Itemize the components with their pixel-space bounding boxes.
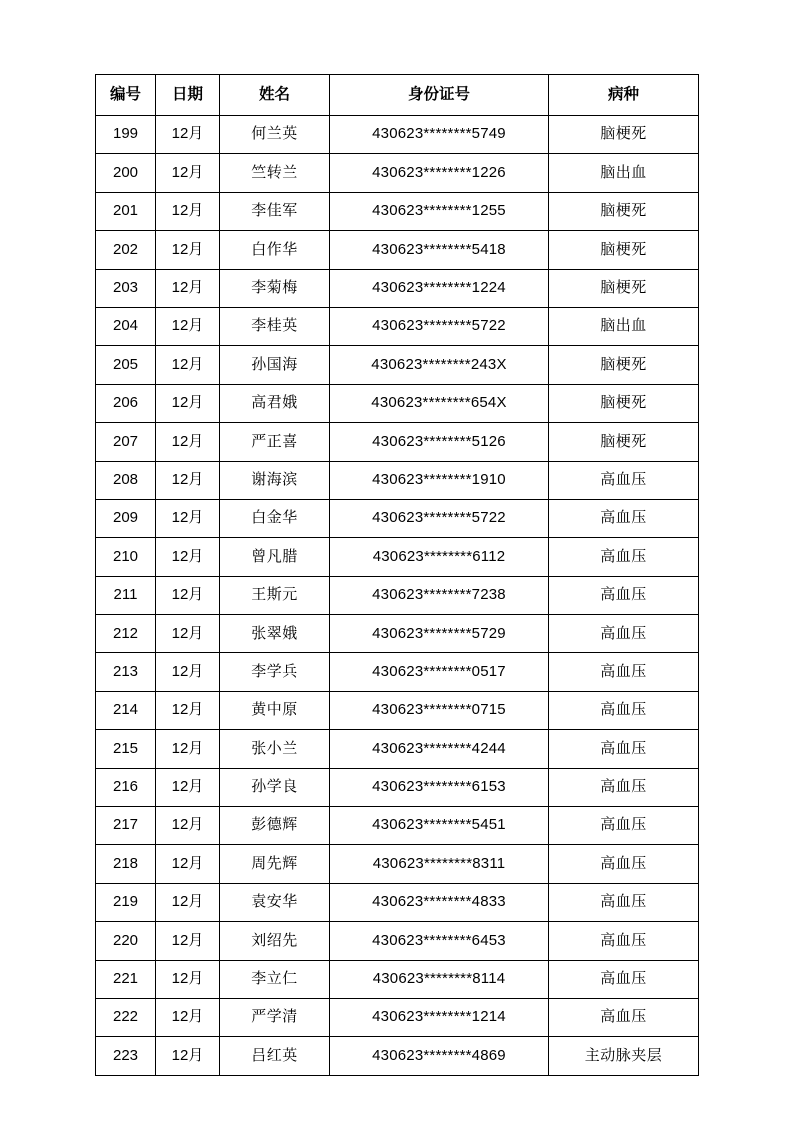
cell-disease: 脑梗死 <box>549 346 699 384</box>
cell-disease: 高血压 <box>549 691 699 729</box>
cell-date: 12月 <box>156 154 220 192</box>
table-row <box>96 231 699 269</box>
table-row <box>96 116 699 154</box>
cell-disease: 高血压 <box>549 998 699 1036</box>
cell-name: 白作华 <box>220 231 330 269</box>
cell-date: 12月 <box>156 192 220 230</box>
table-row <box>96 960 699 998</box>
cell-idno: 430623********654X <box>330 384 549 422</box>
cell-date: 12月 <box>156 691 220 729</box>
cell-name: 王斯元 <box>220 576 330 614</box>
cell-name: 刘绍先 <box>220 922 330 960</box>
table-row <box>96 1037 699 1075</box>
cell-id: 219 <box>96 883 156 921</box>
cell-idno: 430623********6112 <box>330 538 549 576</box>
cell-disease: 高血压 <box>549 960 699 998</box>
cell-idno: 430623********1224 <box>330 269 549 307</box>
table-row <box>96 499 699 537</box>
cell-name: 黄中原 <box>220 691 330 729</box>
cell-name: 谢海滨 <box>220 461 330 499</box>
cell-disease: 脑出血 <box>549 154 699 192</box>
cell-idno: 430623********6453 <box>330 922 549 960</box>
cell-id: 211 <box>96 576 156 614</box>
cell-idno: 430623********5126 <box>330 423 549 461</box>
cell-idno: 430623********5418 <box>330 231 549 269</box>
cell-id: 200 <box>96 154 156 192</box>
cell-idno: 430623********8311 <box>330 845 549 883</box>
cell-name: 孙学良 <box>220 768 330 806</box>
cell-disease: 高血压 <box>549 653 699 691</box>
table-row <box>96 576 699 614</box>
cell-id: 205 <box>96 346 156 384</box>
cell-name: 李菊梅 <box>220 269 330 307</box>
cell-id: 212 <box>96 615 156 653</box>
cell-disease: 主动脉夹层 <box>549 1037 699 1075</box>
cell-id: 221 <box>96 960 156 998</box>
cell-name: 高君娥 <box>220 384 330 422</box>
table-row <box>96 346 699 384</box>
cell-name: 孙国海 <box>220 346 330 384</box>
cell-idno: 430623********1910 <box>330 461 549 499</box>
cell-name: 李佳军 <box>220 192 330 230</box>
cell-id: 203 <box>96 269 156 307</box>
column-header-disease: 病种 <box>549 75 699 116</box>
cell-idno: 430623********1255 <box>330 192 549 230</box>
cell-id: 208 <box>96 461 156 499</box>
cell-name: 李立仁 <box>220 960 330 998</box>
table-row <box>96 691 699 729</box>
cell-name: 李学兵 <box>220 653 330 691</box>
cell-idno: 430623********4869 <box>330 1037 549 1075</box>
cell-id: 216 <box>96 768 156 806</box>
cell-name: 彭德辉 <box>220 807 330 845</box>
cell-disease: 高血压 <box>549 768 699 806</box>
cell-name: 曾凡腊 <box>220 538 330 576</box>
cell-date: 12月 <box>156 384 220 422</box>
cell-date: 12月 <box>156 1037 220 1075</box>
cell-idno: 430623********6153 <box>330 768 549 806</box>
table-row <box>96 768 699 806</box>
column-header-idno: 身份证号 <box>330 75 549 116</box>
cell-idno: 430623********8114 <box>330 960 549 998</box>
cell-name: 吕红英 <box>220 1037 330 1075</box>
cell-date: 12月 <box>156 730 220 768</box>
cell-disease: 高血压 <box>549 461 699 499</box>
cell-disease: 脑梗死 <box>549 423 699 461</box>
cell-name: 李桂英 <box>220 307 330 345</box>
cell-disease: 脑梗死 <box>549 192 699 230</box>
table-row <box>96 845 699 883</box>
cell-date: 12月 <box>156 807 220 845</box>
cell-name: 白金华 <box>220 499 330 537</box>
cell-idno: 430623********1214 <box>330 998 549 1036</box>
column-header-date: 日期 <box>156 75 220 116</box>
cell-date: 12月 <box>156 960 220 998</box>
cell-disease: 高血压 <box>549 615 699 653</box>
cell-disease: 高血压 <box>549 883 699 921</box>
cell-id: 214 <box>96 691 156 729</box>
cell-idno: 430623********4833 <box>330 883 549 921</box>
cell-idno: 430623********5722 <box>330 307 549 345</box>
patient-record-table <box>95 74 699 1076</box>
cell-name: 张小兰 <box>220 730 330 768</box>
cell-id: 217 <box>96 807 156 845</box>
cell-disease: 高血压 <box>549 499 699 537</box>
cell-disease: 脑梗死 <box>549 231 699 269</box>
cell-disease: 高血压 <box>549 922 699 960</box>
cell-name: 袁安华 <box>220 883 330 921</box>
table-body <box>96 116 699 1076</box>
cell-date: 12月 <box>156 461 220 499</box>
cell-id: 199 <box>96 116 156 154</box>
cell-name: 何兰英 <box>220 116 330 154</box>
cell-idno: 430623********5451 <box>330 807 549 845</box>
cell-id: 220 <box>96 922 156 960</box>
cell-idno: 430623********4244 <box>330 730 549 768</box>
cell-id: 222 <box>96 998 156 1036</box>
cell-disease: 高血压 <box>549 538 699 576</box>
table-row <box>96 384 699 422</box>
cell-date: 12月 <box>156 116 220 154</box>
cell-disease: 脑梗死 <box>549 269 699 307</box>
cell-date: 12月 <box>156 768 220 806</box>
cell-id: 209 <box>96 499 156 537</box>
table-row <box>96 192 699 230</box>
table-row <box>96 807 699 845</box>
table-row <box>96 615 699 653</box>
cell-id: 215 <box>96 730 156 768</box>
cell-id: 223 <box>96 1037 156 1075</box>
cell-date: 12月 <box>156 998 220 1036</box>
cell-date: 12月 <box>156 922 220 960</box>
cell-date: 12月 <box>156 845 220 883</box>
cell-disease: 高血压 <box>549 845 699 883</box>
cell-date: 12月 <box>156 499 220 537</box>
cell-disease: 脑出血 <box>549 307 699 345</box>
cell-id: 206 <box>96 384 156 422</box>
table-row <box>96 922 699 960</box>
table-header-row <box>96 75 699 116</box>
table-row <box>96 307 699 345</box>
cell-idno: 430623********5729 <box>330 615 549 653</box>
table-row <box>96 883 699 921</box>
cell-date: 12月 <box>156 269 220 307</box>
cell-date: 12月 <box>156 307 220 345</box>
cell-idno: 430623********1226 <box>330 154 549 192</box>
column-header-id: 编号 <box>96 75 156 116</box>
cell-date: 12月 <box>156 576 220 614</box>
table-row <box>96 998 699 1036</box>
cell-disease: 脑梗死 <box>549 116 699 154</box>
table-row <box>96 538 699 576</box>
cell-name: 张翠娥 <box>220 615 330 653</box>
table-row <box>96 730 699 768</box>
cell-date: 12月 <box>156 346 220 384</box>
cell-id: 204 <box>96 307 156 345</box>
cell-idno: 430623********0517 <box>330 653 549 691</box>
cell-idno: 430623********0715 <box>330 691 549 729</box>
column-header-name: 姓名 <box>220 75 330 116</box>
cell-name: 严正喜 <box>220 423 330 461</box>
cell-idno: 430623********5722 <box>330 499 549 537</box>
cell-id: 213 <box>96 653 156 691</box>
table-row <box>96 154 699 192</box>
cell-name: 周先辉 <box>220 845 330 883</box>
cell-disease: 脑梗死 <box>549 384 699 422</box>
cell-date: 12月 <box>156 538 220 576</box>
cell-disease: 高血压 <box>549 807 699 845</box>
cell-date: 12月 <box>156 231 220 269</box>
cell-date: 12月 <box>156 883 220 921</box>
cell-name: 竺转兰 <box>220 154 330 192</box>
cell-date: 12月 <box>156 653 220 691</box>
table-row <box>96 423 699 461</box>
cell-idno: 430623********7238 <box>330 576 549 614</box>
cell-date: 12月 <box>156 615 220 653</box>
table-header <box>96 75 699 116</box>
cell-id: 210 <box>96 538 156 576</box>
table-row <box>96 269 699 307</box>
table-row <box>96 653 699 691</box>
cell-idno: 430623********243X <box>330 346 549 384</box>
cell-disease: 高血压 <box>549 730 699 768</box>
cell-id: 201 <box>96 192 156 230</box>
cell-id: 202 <box>96 231 156 269</box>
cell-id: 218 <box>96 845 156 883</box>
cell-name: 严学清 <box>220 998 330 1036</box>
cell-date: 12月 <box>156 423 220 461</box>
cell-disease: 高血压 <box>549 576 699 614</box>
cell-idno: 430623********5749 <box>330 116 549 154</box>
cell-id: 207 <box>96 423 156 461</box>
table-row <box>96 461 699 499</box>
